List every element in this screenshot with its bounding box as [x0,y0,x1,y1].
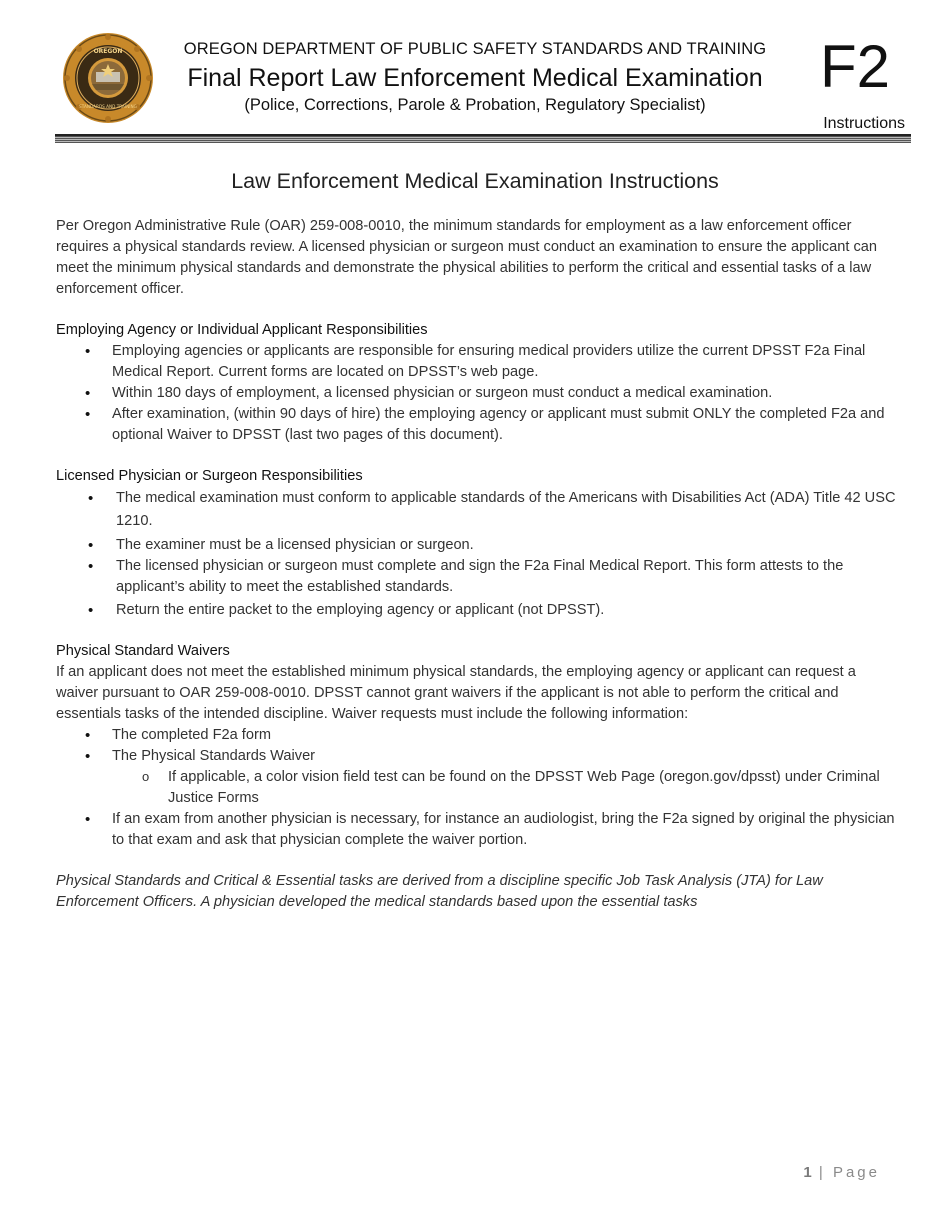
form-code: F2 [819,33,891,100]
list-item: • After examination, (within 90 days of hire) the employing agency or applicant must submit ONLY the completed F2a and optional Waiver to DPSST (last two pages of this document). [56,404,896,446]
svg-text:OREGON: OREGON [93,48,123,55]
sub-list-item: o If applicable, a color vision field test can be found on the DPSST Web Page (oregon.gov/dpsst) under Criminal Justice Forms [56,767,896,809]
svg-text:STANDARDS AND TRAINING: STANDARDS AND TRAINING [79,104,137,109]
bullet-list [56,487,896,621]
page-footer [740,1164,880,1181]
bullet-list [56,725,896,767]
page-label: Page [832,1164,880,1181]
list-item: • The examiner must be a licensed physician or surgeon. [56,535,896,556]
dpsst-seal-logo [62,32,154,124]
department-name: OREGON DEPARTMENT OF PUBLIC SAFETY STANDARDS AND TRAINING [183,40,767,58]
intro-paragraph: Per Oregon Administrative Rule (OAR) 259-008-0010, the minimum standards for employment as a law enforcement officer requires a physical standards review. A licensed physician or surgeon must conduct an examination to ensure the applicant can meet the minimum physical standards and demonstrate the physical abilities to perform the critical and essential tasks of a law enforcement officer. [56,218,877,297]
section-heading: Employing Agency or Individual Applicant Responsibilities [56,322,428,338]
footer-separator: | [818,1164,826,1181]
list-item: • Employing agencies or applicants are responsible for ensuring medical providers utilize the current DPSST F2a Final Medical Report. Current forms are located on DPSST’s web page. [56,341,896,383]
page-number: 1 [803,1164,812,1181]
form-label: Instructions [823,115,905,132]
list-item: • The Physical Standards Waiver [56,746,896,767]
list-item: • Return the entire packet to the employing agency or applicant (not DPSST). [56,600,896,621]
bullet-list [56,341,896,446]
list-item: • If an exam from another physician is necessary, for instance an audiologist, bring the F2a signed by original the physician to that exam and ask that physician complete the waiver portion. [56,809,896,851]
list-item: • The medical examination must conform to applicable standards of the Americans with Disabilities Act (ADA) Title 42 USC 1210. [56,487,896,533]
header-divider-shade [55,136,911,143]
closing-note: Physical Standards and Critical & Essential tasks are derived from a discipline specific Job Task Analysis (JTA) for Law Enforcement Officers. A physician developed the medical standards based upon the essential tasks [56,873,823,910]
list-item: • Within 180 days of employment, a licensed physician or surgeon must conduct a medical examination. [56,383,896,404]
list-item: • The licensed physician or surgeon must complete and sign the F2a Final Medical Report. This form attests to the applicant’s ability to meet the established standards. [56,556,896,598]
section-heading: Physical Standard Waivers [56,643,230,659]
form-subtitle: (Police, Corrections, Parole & Probation, Regulatory Specialist) [244,96,706,114]
form-title: Final Report Law Enforcement Medical Examination [187,64,763,92]
document-body [56,216,896,913]
section-heading: Licensed Physician or Surgeon Responsibilities [56,468,363,484]
sub-bullet-list [56,767,896,809]
waiver-paragraph: If an applicant does not meet the established minimum physical standards, the employing agency or applicant can request a waiver pursuant to OAR 259-008-0010. DPSST cannot grant waivers if the applicant is not able to perform the critical and essentials tasks of the intended discipline. Waiver requests must include the following information: [56,664,856,722]
header-titles [160,38,790,116]
list-item: • The completed F2a form [56,725,896,746]
bullet-list [56,809,896,851]
document-title: Law Enforcement Medical Examination Instructions [231,169,719,193]
